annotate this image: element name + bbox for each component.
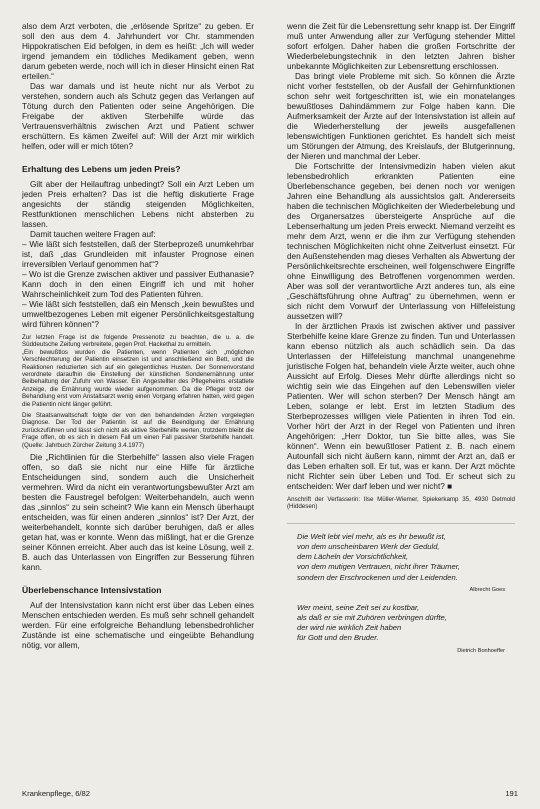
question-item: – Wie läßt sich feststellen, daß der Sterbeprozeß unumkehrbar ist, daß „das Grundleiden mit infauster Prognose einen irreversiblen Verlauf genommen hat“? — [22, 240, 254, 269]
quote-line: Die Welt lebt viel mehr, als es ihr bewußt ist, — [297, 531, 446, 541]
question-item: – Wo ist die Grenze zwischen aktiver und passiver Euthanasie? Kann doch in den einen Eingriff ich und mit hoher Wahrscheinlichkeit zum Tod des Patienten führen. — [22, 270, 254, 299]
end-mark: ■ — [447, 482, 453, 491]
quote-author: Dietrich Bonhoeffer — [457, 647, 505, 654]
right-column — [287, 22, 515, 664]
paragraph: Die „Richtlinien für die Sterbehilfe“ lassen also viele Fragen offen, so daß sie nicht nur eine Hilfe für ärztliche Entscheidungen sind, sondern auch die Unsicherheit vermehren. Wird da nicht ein verantwortungsbewußter Arzt am besten die Faustregel befolgen: Weiterbehandeln, auch wenn das „sinnlos“ zu sein scheint? Wie kann ein Mensch überhaupt entscheiden, was für einen anderen „sinnlos“ ist? Der Arzt, der weiterbehandelt, konnte sich darüber beruhigen, daß er alles getan hat, was er konnte. Wenn das mißlingt, hat er die Grenze seiner Können erreicht. Aber auch das ist keine Lösung, weil z. B. auch das Unterlassen von Eingriffen zur Besserung führen kann. — [22, 453, 254, 573]
paragraph: Das bringt viele Probleme mit sich. So können die Ärzte nicht vorher feststellen, ob der Ausfall der Gehirnfunktionen schon sehr weit fortgeschritten ist, wie ein monatelanges bewußtloses Dahindämmern zur Folge haben kann. Die Aufmerksamkeit der Ärzte auf der Intensivstation ist allein auf die Wiederherstellung der jeweils ausgefallenen lebenswichtigen Funktionen gerichtet. Es handelt sich meist um Störungen der Atmung, des Kreislaufs, der Blutgerinnung, der Nieren und manchmal der Leber. — [287, 72, 515, 161]
paragraph: Gilt aber der Heilauftrag unbedingt? Soll ein Arzt Leben um jeden Preis erhalten? Das ist die heftig diskutierte Frage angesichts der ständig steigenden Möglichkeiten, Restfunktionen menschlichen Lebens nicht absterben zu lassen. — [22, 180, 254, 229]
quote-goes — [287, 532, 515, 583]
quote-line: von dem mutigen Vertrauen, nicht ihrer Träumer, — [297, 562, 460, 572]
quote-line: von dem unscheinbaren Werk der Geduld, — [297, 542, 440, 552]
paragraph: wenn die Zeit für die Lebensrettung sehr knapp ist. Der Eingriff muß unter Anwendung aller zur Verfügung stehender Mittel sofort erfolgen. Daher haben die großen Fortschritte der Wiederbelebungstechnik in den letzten Jahren bisher unbekannte Möglichkeiten zur Lebensrettung erschlossen. — [287, 22, 515, 71]
paragraph: also dem Arzt verboten, die „erlösende Spritze“ zu geben. Er soll den aus dem 4. Jahrhundert vor Chr. stammenden Hippokratischen Eid befolgen, in dem es heißt: „Ich will weder irgend jemandem ein tödliches Medikament geben, wenn darum gebeten werde, noch will ich in dieser Hinsicht einen Rat erteilen.“ — [22, 22, 254, 81]
quote-bonhoeffer — [287, 603, 515, 644]
journal-footer: Krankenpflege, 6/82 — [22, 789, 90, 798]
quote-line: Wer meint, seine Zeit sei zu kostbar, — [297, 602, 420, 612]
quote-line: sondern der Erschrockenen und der Leidenden. — [297, 572, 458, 582]
paragraph: Auf der Intensivstation kann nicht erst über das Leben eines Menschen entschieden werden. Es muß sehr schnell gehandelt werden. Für eine erfolgreiche Behandlung lebensbedrohlicher Zustände ist eine schematische und eingeübte Behandlung nötig, vor allem, — [22, 601, 254, 651]
section-heading: Erhaltung des Lebens um jeden Preis? — [22, 164, 181, 174]
paragraph-text: In der ärztlichen Praxis ist zwischen aktiver und passiver Sterbehilfe keine klare Grenze zu finden. Tun und Unterlassen kann ebenso nützlich als auch schädlich sein. Da das Unterlassen der Hilfeleistung manchmal unangenehme juristische Folgen hat, behandeln viele Ärzte weiter, auch ohne Aussicht auf Erfolg. Dieses Mehr dürfte allerdings nicht so wichtig sein wie das Eingehen auf den Lebenswillen vieler Patienten. Wer will schon sterben? Der Mensch hängt am Leben, solange er lebt. Erst im letzten Stadium des Sterbeprozesses willigen viele Patienten in ihren Tod ein. Vorher hört der Arzt in der Regel von Patienten und ihren Angehörigen: „Herr Doktor, tun Sie bitte alles, was Sie können“. Wenn ein bewußtloser Patient z. B. nach einem Autounfall sich nicht äußern kann, nimmt der Arzt an, daß er das Leben erhalten soll. Er tut, was er kann. Der Arzt möchte nicht Richter sein über Leben und Tod. Er scheut sich zu entscheiden: Wer darf leben und wer nicht? — [287, 322, 515, 491]
small-print-note: „Ein bewußtlos wurden die Patienten, wenn Patienten sich „möglichen Verschlechterung der Patientin einsetzen ist und anschließend ein Bett, und die Reaktionen reduzierten sich auf ein gelegentliches Husten. Der Sonnenvorstand verordnete daraufhin die Einstellung der künstlichen Sondenernährung unter Beibehaltung der Zufuhr von Wasser. Ein Angestellter des Pflegeheims erstattete Anzeige, die Ernährung wurde wieder aufgenommen. Da die Pfleger trotz der Behandlung erst vom Anstaltsarzt wenig einen Vorgang erfahren hatten, wird gegen die Patientin nicht länger geführt. — [22, 348, 254, 408]
page-number: 191 — [505, 789, 518, 798]
quote-author: Albrecht Goes — [469, 586, 505, 593]
quote-line: der wird nie wirklich Zeit haben — [297, 623, 402, 633]
paragraph — [287, 322, 515, 492]
paragraph: Das war damals und ist heute nicht nur als Verbot zu verstehen, sondern auch als Schutz gegen das Verlangen auf Tötung durch den Patienten oder seine Angehörigen. Die Freigabe der aktiven Sterbehilfe würde das Vertrauensverhältnis zwischen Arzt und Patient schwer erschüttern. Es kämen Zweifel auf: Will der Arzt mir wirklich helfen, oder will er mich töten? — [22, 82, 254, 151]
small-print-note: Zur letzten Frage ist die folgende Pressenotiz zu beachten, die u. a. die Süddeutsche Zeitung verbreitete, gegen Prof. Hackethal zu ermitteln. — [22, 334, 254, 349]
quote-line: dem Lächeln der Vorsichtlichkeit, — [297, 552, 409, 562]
small-print-note: Die Staatsanwaltschaft folgte der von den behandelnden Ärzten vorgelegten Diagnose. Der Tod der Patientin ist auf die Beendigung der Ernährung zurückzuführen und lässt sich nicht als aktive Sterbehilfe werten, trotzdem bleibt die Frage offen, ob es sich in diesem Fall um einen Fall passiver Sterbehilfe handelt. (Quelle: Jahrbuch Zürcher Zeitung 3.4.1977) — [22, 412, 254, 449]
author-address: Anschrift der Verfasserin: Ilse Müller-Wiemer, Spiekerkamp 35, 4930 Detmold (Hiddesen) — [287, 496, 515, 511]
quote-box — [287, 523, 515, 654]
quote-line: als daß er sie mit Zuhören verbringen dürfte, — [297, 613, 447, 623]
paragraph: Damit tauchen weitere Fragen auf: — [30, 230, 156, 239]
left-column — [22, 22, 254, 651]
paragraph: Die Fortschritte der Intensivmedizin haben vielen akut lebensbedrohlich erkrankten Patienten eine Überlebenschance gegeben, bei denen noch vor wenigen Jahren eine Behandlung als aussichtslos galt. Andererseits haben die technischen Möglichkeiten der Wiederbelebung und des Organersatzes übersteigerte Ansprüche auf die Lebenserhaltung um jeden Preis erweckt. Niemand verzeiht es mehr dem Arzt, wenn er die ihm zur Verfügung stehenden technischen Möglichkeiten nicht ohne Zeitverlust einsetzt. Für den Außenstehenden mag dieses Verhalten als Abwertung der Persönlichkeitsrechte erscheinen, weil folgenschwere Eingriffe ohne Einwilligung des Betroffenen vorgenommen werden. Aber was soll der verantwortliche Arzt anderes tun, als eine „Geschäftsführung ohne Auftrag“ zu übernehmen, wenn er sich nicht dem Vorwurf der Unterlassung von Hilfeleistung aussetzen will? — [287, 162, 515, 321]
quote-line: für Gott und den Bruder. — [297, 633, 379, 643]
question-item: – Wie läßt sich feststellen, daß ein Mensch „kein bewußtes und umweltbezogenes Leben mit eigener Persönlichkeitsgestaltung wird führen können“? — [22, 300, 254, 329]
section-heading: Überlebenschance Intensivstation — [22, 585, 162, 596]
